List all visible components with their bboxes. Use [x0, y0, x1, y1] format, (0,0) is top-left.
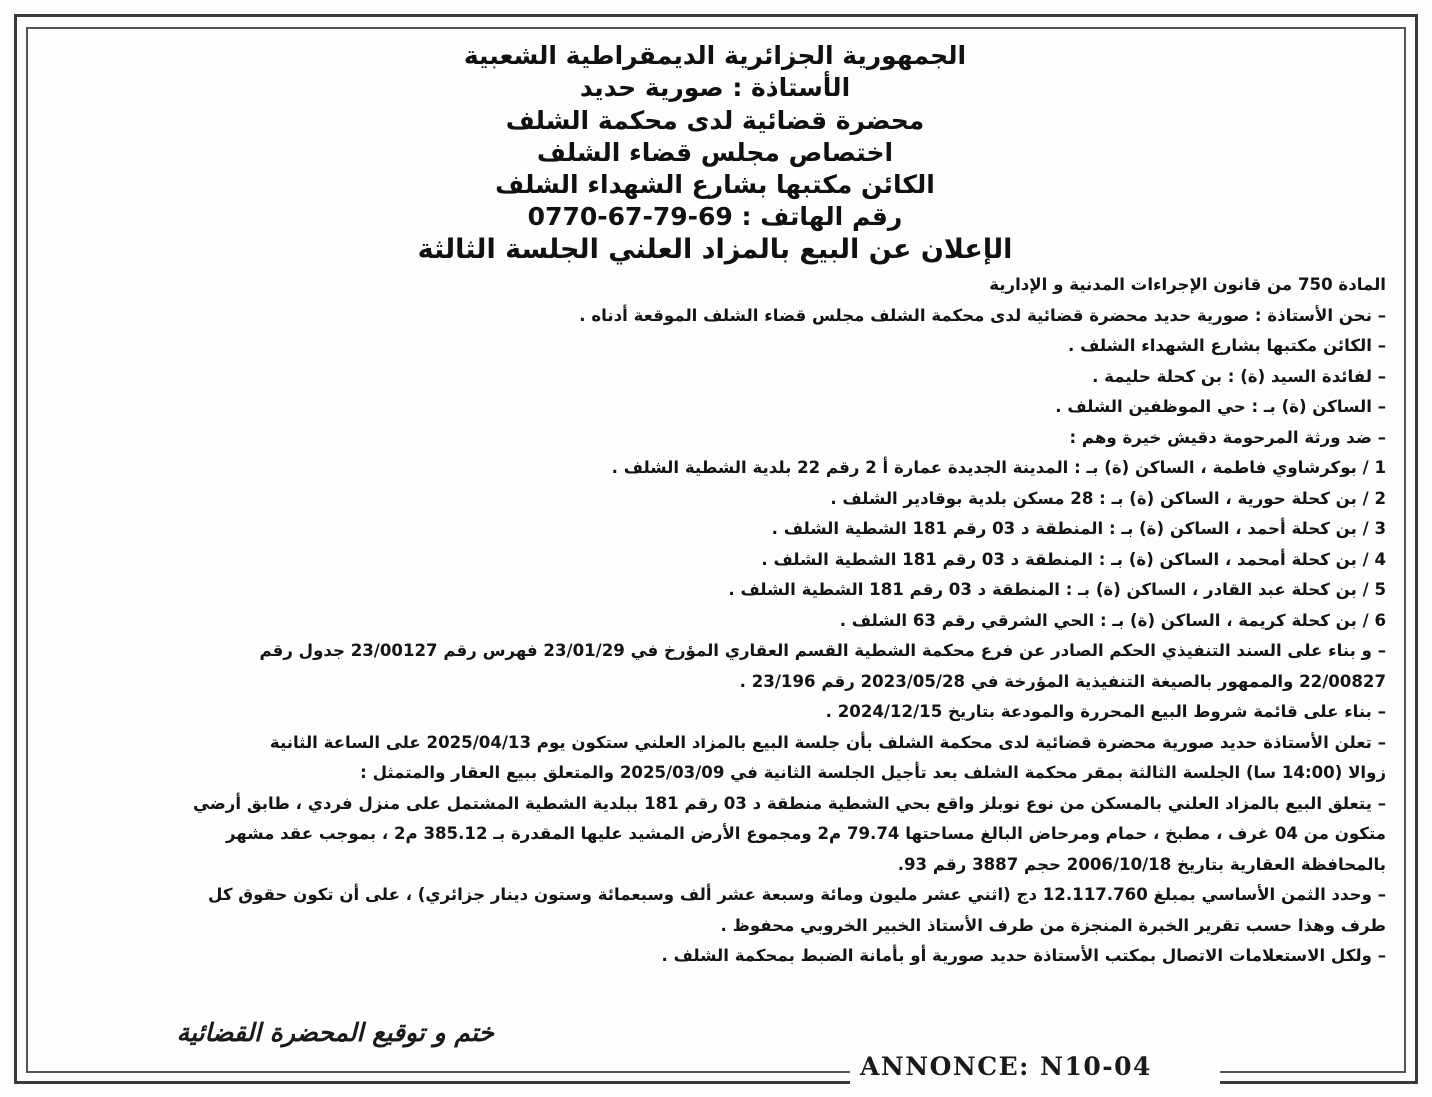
body-line: – تعلن الأستاذة حديد صورية محضرة قضائية لدى محكمة الشلف بأن جلسة البيع بالمزاد العلني ستكون يوم 2025/04/13 على الساعة الثانية — [269, 732, 1386, 752]
letterhead — [140, 40, 1290, 266]
announcement-title: الإعلان عن البيع بالمزاد العلني الجلسة الثالثة — [417, 233, 1013, 265]
body-line: 22/00827 والممهور بالصيغة التنفيذية المؤرخة في 2023/05/28 رقم 23/196 . — [739, 671, 1386, 691]
annonce-number: ANNONCE: N10-04 — [860, 1052, 1152, 1081]
body-line: – وحدد الثمن الأساسي بمبلغ 12.117.760 دج (اثني عشر مليون ومائة وسبعة عشر ألف وسبعمائة وستون دينار جزائري) ، على أن تكون حقوق كل — [208, 885, 1386, 904]
body-line: طرف وهذا حسب تقرير الخبرة المنجزة من طرف الأستاذ الخبير الخروبي محفوظ . — [720, 915, 1386, 935]
bailiff-role: محضرة قضائية لدى محكمة الشلف — [505, 105, 925, 135]
body-line: – لفائدة السيد (ة) : بن كحلة حليمة . — [1092, 366, 1386, 386]
body-line: – و بناء على السند التنفيذي الحكم الصادر عن فرع محكمة الشطية القسم العقاري المؤرخ في 23/01/29 فهرس رقم 23/00127 جدول رقم — [259, 641, 1386, 660]
heir-item: 1 / بوكرشاوي فاطمة ، الساكن (ة) بـ : المدينة الجديدة عمارة أ 2 رقم 22 بلدية الشطية الشلف . — [611, 458, 1386, 477]
body-line: – الساكن (ة) بـ : حي الموظفين الشلف . — [1055, 397, 1386, 416]
body-line: – الكائن مكتبها بشارع الشهداء الشلف . — [1068, 336, 1386, 355]
body-line: – ضد ورثة المرحومة دقيش خيرة وهم : — [1069, 427, 1386, 447]
heir-item: 6 / بن كحلة كريمة ، الساكن (ة) بـ : الحي الشرقي رقم 63 الشلف . — [839, 610, 1386, 630]
office-address: الكائن مكتبها بشارع الشهداء الشلف — [495, 170, 935, 200]
body-line: – يتعلق البيع بالمزاد العلني بالمسكن من نوع نوبلز واقع بحي الشطية منطقة د 03 رقم 181 ببلدية الشطية المشتمل على منزل فردي ، طابق أرضي — [192, 793, 1386, 813]
seal-signature-caption: ختم و توقيع المحضرة القضائية — [176, 1018, 494, 1047]
heir-item: 3 / بن كحلة أحمد ، الساكن (ة) بـ : المنطقة د 03 رقم 181 الشطية الشلف . — [771, 519, 1386, 538]
heir-item: 2 / بن كحلة حورية ، الساكن (ة) بـ : 28 مسكن بلدية بوقادير الشلف . — [830, 488, 1386, 508]
jurisdiction: اختصاص مجلس قضاء الشلف — [536, 137, 894, 167]
body-line: متكون من 04 غرف ، مطبخ ، حمام ومرحاض البالغ مساحتها 79.74 م2 ومجموع الأرض المشيد عليها المقدرة بـ 385.12 م2 ، بموجب عقد مشهر — [225, 824, 1386, 843]
announcement-body — [66, 270, 1386, 972]
body-line: – ولكل الاستعلامات الاتصال بمكتب الأستاذة حديد صورية أو بأمانة الضبط بمحكمة الشلف . — [661, 946, 1386, 965]
body-line: بالمحافظة العقارية بتاريخ 2006/10/18 حجم 3887 رقم 93. — [897, 854, 1386, 874]
body-line: – بناء على قائمة شروط البيع المحررة والمودعة بتاريخ 2024/12/15 . — [825, 702, 1386, 721]
phone-number: رقم الهاتف : 69-79-67-0770 — [527, 202, 903, 232]
heir-item: 5 / بن كحلة عبد القادر ، الساكن (ة) بـ : المنطقة د 03 رقم 181 الشطية الشلف . — [728, 580, 1386, 599]
body-line: المادة 750 من قانون الإجراءات المدنية و الإدارية — [989, 275, 1386, 294]
republic-heading: الجمهورية الجزائرية الديمقراطية الشعبية — [463, 41, 967, 70]
body-line: زوالا (14:00 سا) الجلسة الثالثة بمقر محكمة الشلف بعد تأجيل الجلسة الثانية في 2025/03/09 والمتعلق ببيع العقار والمتمثل : — [360, 763, 1386, 782]
body-line: – نحن الأستاذة : صورية حديد محضرة قضائية لدى محكمة الشلف مجلس قضاء الشلف الموقعة أدناه . — [579, 305, 1386, 325]
bailiff-name: الأستاذة : صورية حديد — [579, 73, 851, 103]
heir-item: 4 / بن كحلة أمحمد ، الساكن (ة) بـ : المنطقة د 03 رقم 181 الشطية الشلف . — [761, 549, 1386, 569]
